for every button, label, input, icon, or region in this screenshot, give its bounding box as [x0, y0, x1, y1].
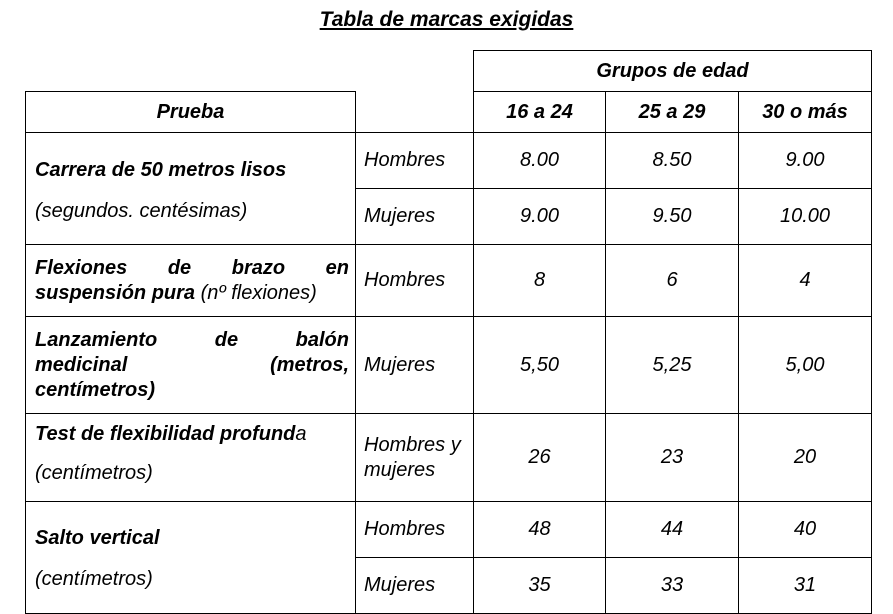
test-name: Carrera de 50 metros lisos: [35, 159, 287, 181]
test-name: Test de flexibilidad profund: [35, 423, 296, 445]
sex-cell: Hombres: [356, 133, 474, 189]
test-name: Flexiones de brazo en: [35, 256, 349, 279]
test-name: suspensión pura: [35, 281, 196, 304]
value-cell: 23: [606, 414, 739, 502]
value-cell: 35: [474, 558, 606, 614]
empty-header-cell: [356, 92, 474, 133]
value-cell: 44: [606, 502, 739, 558]
value-cell: 20: [739, 414, 872, 502]
value-cell: 8.50: [606, 133, 739, 189]
value-cell: 33: [606, 558, 739, 614]
value-cell: 40: [739, 502, 872, 558]
test-name-cell: [26, 133, 356, 245]
sex-cell: Hombres: [356, 245, 474, 317]
test-name-cell: [26, 502, 356, 614]
table-row: [26, 317, 872, 414]
age-group-header: 30 o más: [739, 92, 872, 133]
test-name: Salto vertical: [35, 527, 160, 549]
value-cell: 8.00: [474, 133, 606, 189]
value-cell: 26: [474, 414, 606, 502]
age-groups-header: Grupos de edad: [474, 51, 872, 92]
empty-header-cell: [26, 51, 474, 92]
test-unit: (segundos. centésimas): [35, 200, 248, 222]
test-unit: (centímetros): [35, 462, 153, 484]
sex-cell: Mujeres: [356, 558, 474, 614]
age-group-header: 25 a 29: [606, 92, 739, 133]
table-row: [26, 133, 872, 189]
header-row-ages: [26, 92, 872, 133]
value-cell: 8: [474, 245, 606, 317]
sex-cell: Mujeres: [356, 317, 474, 414]
sex-cell: Hombres y mujeres: [356, 414, 474, 502]
value-cell: 9.50: [606, 189, 739, 245]
value-cell: 9.00: [474, 189, 606, 245]
test-unit: (centímetros): [35, 568, 153, 590]
test-name: centímetros): [35, 378, 156, 401]
value-cell: 5,50: [474, 317, 606, 414]
test-unit: (nº flexiones): [200, 281, 317, 304]
header-row-groups: [26, 51, 872, 92]
test-name-tail: a: [295, 423, 307, 445]
value-cell: 6: [606, 245, 739, 317]
test-name-cell: [26, 245, 356, 317]
value-cell: 5,25: [606, 317, 739, 414]
value-cell: 5,00: [739, 317, 872, 414]
table-row: [26, 245, 872, 317]
table-row: [26, 414, 872, 502]
test-name: Lanzamiento de balón: [35, 328, 349, 351]
value-cell: 10.00: [739, 189, 872, 245]
sex-cell: Mujeres: [356, 189, 474, 245]
age-group-header: 16 a 24: [474, 92, 606, 133]
prueba-header: Prueba: [26, 92, 356, 133]
value-cell: 4: [739, 245, 872, 317]
page-title: Tabla de marcas exigidas: [319, 8, 574, 31]
test-name-cell: [26, 414, 356, 502]
marks-table: [25, 50, 872, 614]
value-cell: 48: [474, 502, 606, 558]
test-name: medicinal (metros,: [35, 353, 349, 376]
sex-cell: Hombres: [356, 502, 474, 558]
test-name-cell: [26, 317, 356, 414]
value-cell: 9.00: [739, 133, 872, 189]
value-cell: 31: [739, 558, 872, 614]
table-row: [26, 502, 872, 558]
